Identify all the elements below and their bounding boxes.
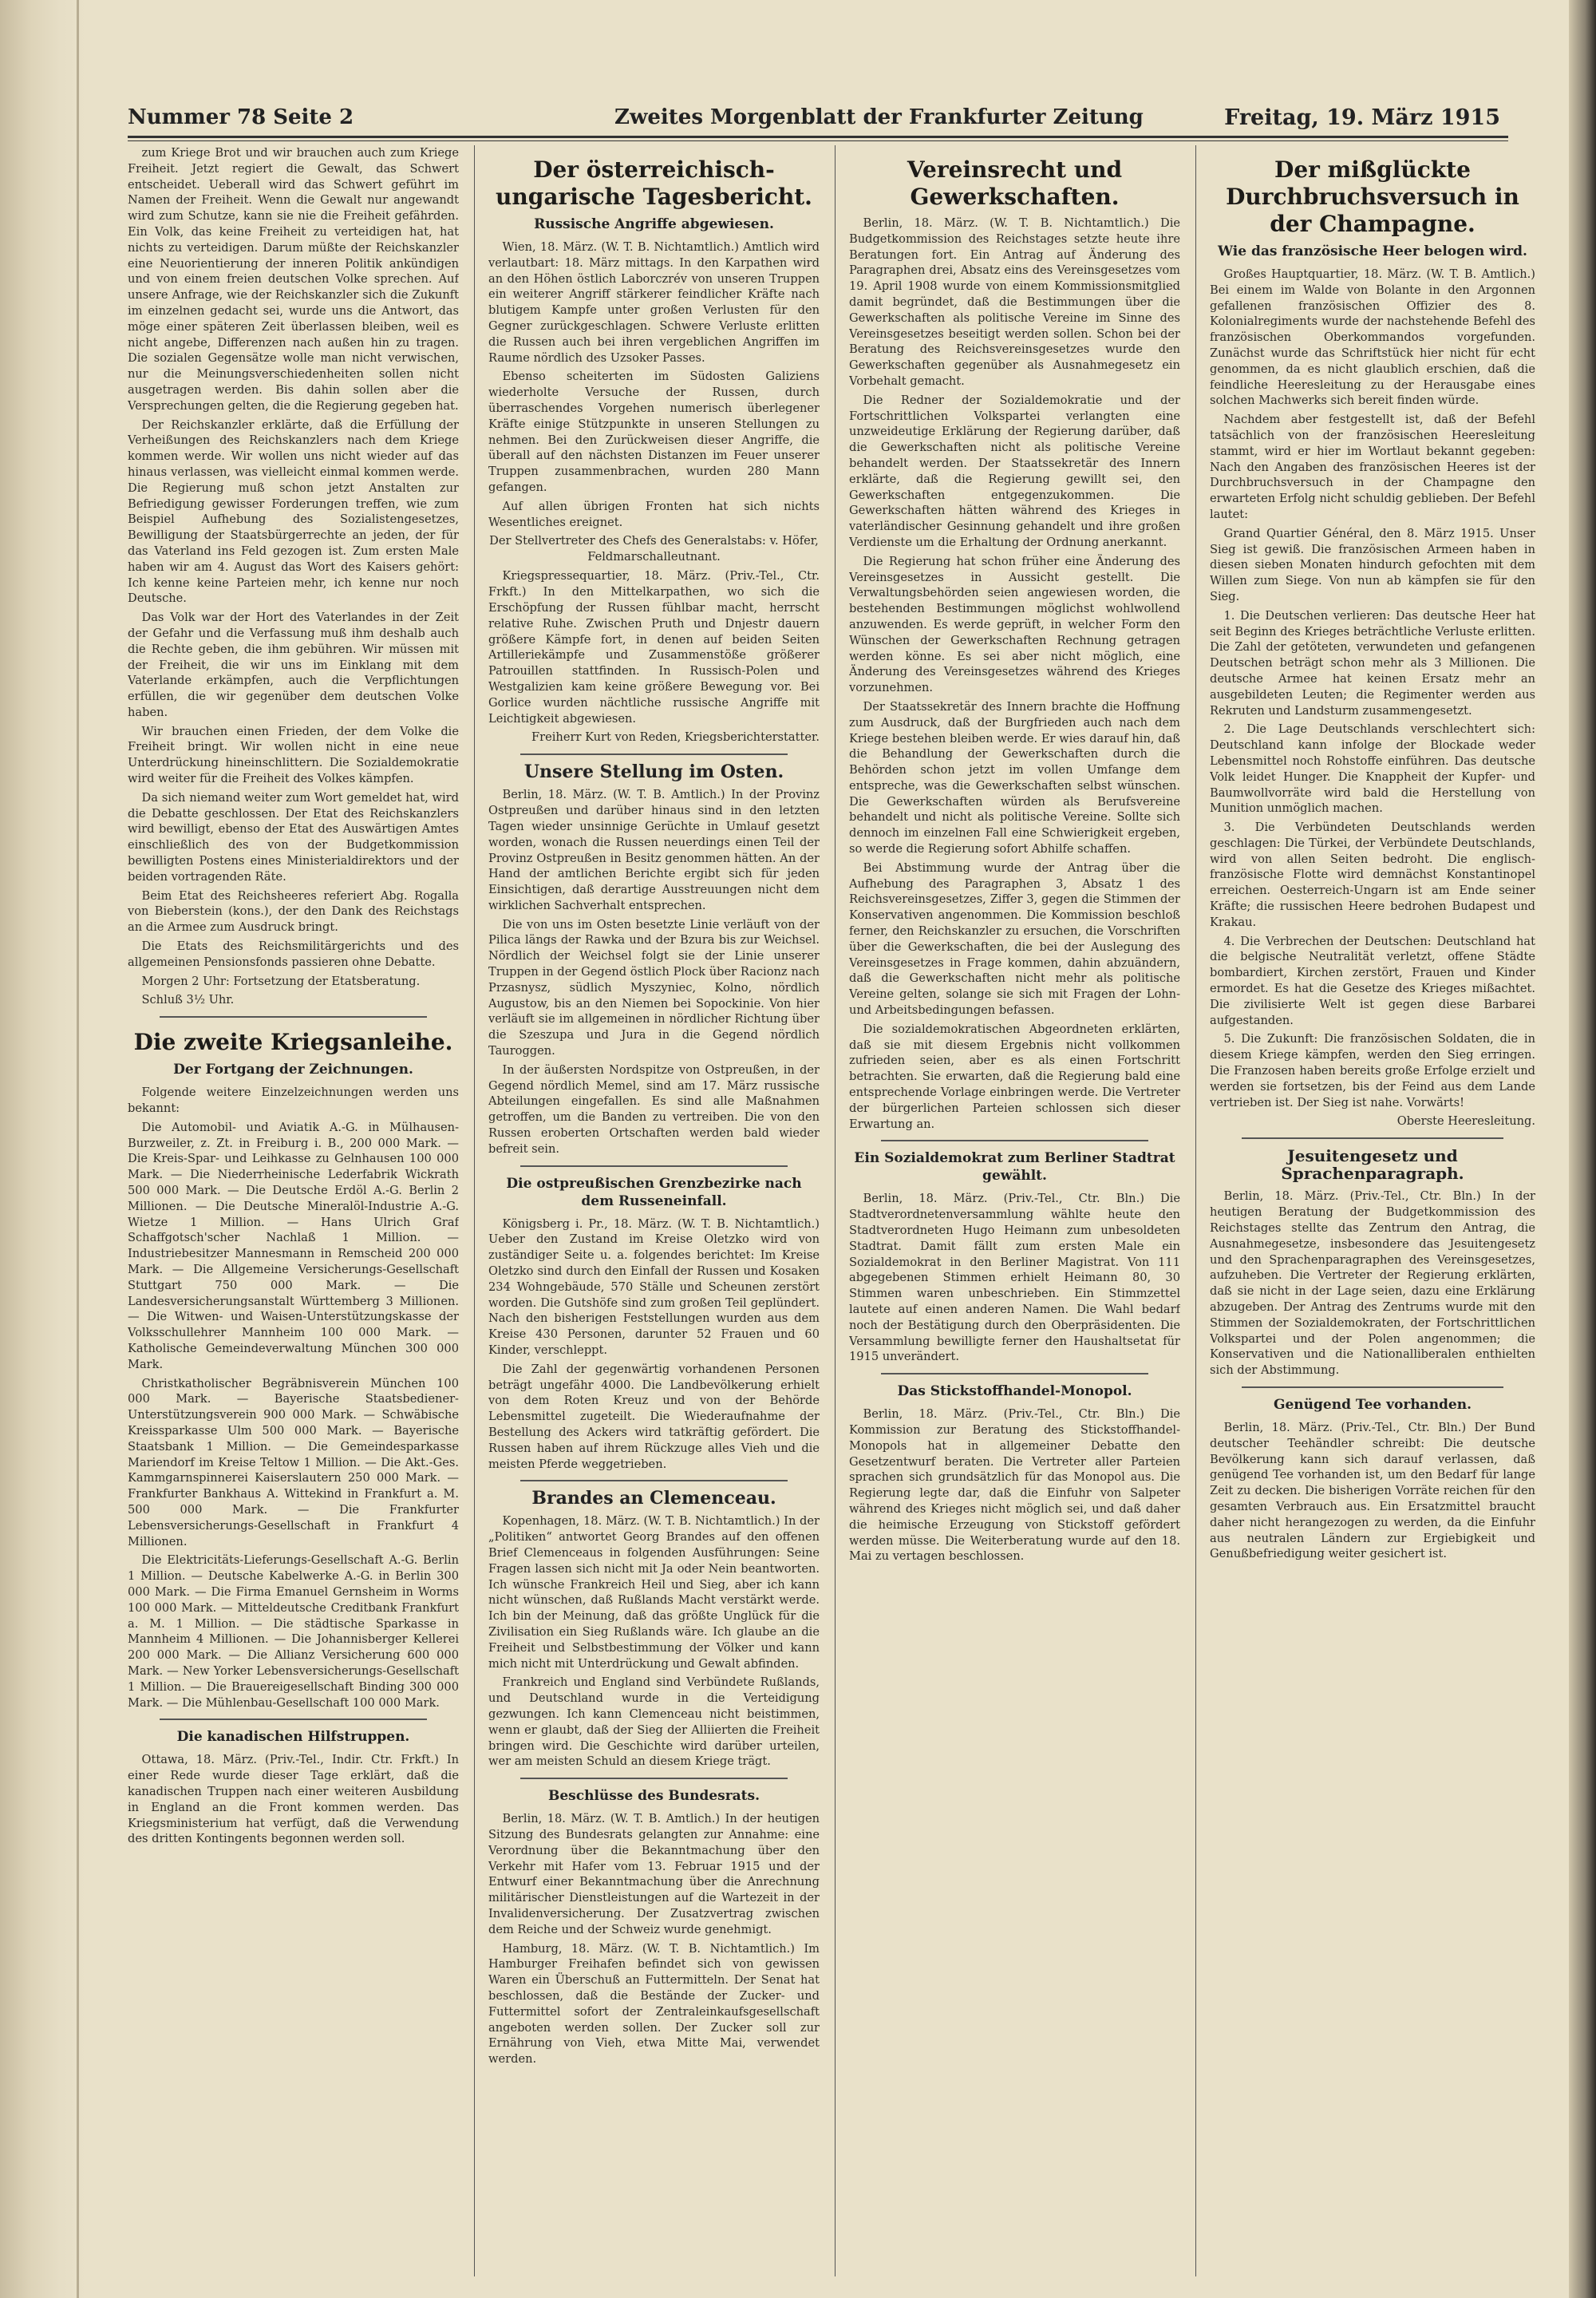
- article-separator: [520, 1480, 788, 1481]
- signature: Oberste Heeresleitung.: [1396, 1114, 1535, 1129]
- article-paragraph: 2. Die Lage Deutschlands verschlechtert sich: Deutschland kann infolge der Blockade weder Lebensmittel noch Rohstoffe einführen. Das deutsche Volk leidet Hunger. Die Knappheit der Kupfer- und Baumwollvorräte wird bald die Herstellung von Munition unmöglich machen.: [1210, 722, 1535, 816]
- header-rule: [128, 136, 1508, 138]
- article-separator: [520, 753, 788, 755]
- article-paragraph: Wir brauchen einen Frieden, der dem Volke die Freiheit bringt. Wir wollen nicht in eine neue Unterdrückung hineinschlittern. Die Sozialdemokratie wird weiter für die Freiheit des Volkes kämpfen.: [128, 724, 459, 786]
- column-1: [128, 145, 459, 2284]
- header-rule-thin: [128, 140, 1508, 141]
- article-separator: [520, 1165, 788, 1167]
- column-divider: [835, 145, 836, 2276]
- article-paragraph: Da sich niemand weiter zum Wort gemeldet hat, wird die Debatte geschlossen. Der Etat des Reichskanzlers wird bewilligt, ebenso der Etat des Auswärtigen Amtes einschließlich des von der Budgetkommission bewilligten Postens eines Ministerialdirektors und der beiden vortragenden Räte.: [128, 790, 459, 884]
- article-paragraph: Auf allen übrigen Fronten hat sich nichts Wesentliches ereignet.: [488, 499, 820, 529]
- column-2: [488, 145, 820, 2284]
- column-4: [1210, 145, 1535, 2284]
- article-separator: [881, 1140, 1148, 1141]
- article-paragraph: Die sozialdemokratischen Abgeordneten erklärten, daß sie mit diesem Ergebnis nicht vollkommen zufrieden seien, aber es als einen Fortschritt betrachten. Sie erwarten, daß die Regierung bald eine entsprechende Vorlage einbringen werde. Die Vertreter der bürgerlichen Parteien schlossen sich dieser Erwartung an.: [849, 1022, 1180, 1131]
- headline-stadtrat: Ein Sozialdemokrat zum Berliner Stadtrat gewählt.: [854, 1150, 1175, 1185]
- headline-brandes-clemenceau: Brandes an Clemenceau.: [531, 1488, 776, 1509]
- article-separator: [160, 1016, 427, 1018]
- article-paragraph: In der äußersten Nordspitze von Ostpreußen, in der Gegend nördlich Memel, sind am 17. März russische Abteilungen eingefallen. Es sind alle Maßnahmen getroffen, um die Banden zu vertreiben. Die von den Russen eroberten Ortschaften werden bald wieder befreit sein.: [488, 1062, 820, 1156]
- article-paragraph: Schluß 3½ Uhr.: [141, 993, 235, 1007]
- article-separator: [1242, 1137, 1503, 1139]
- headline-stickstoff: Das Stickstoffhandel-Monopol.: [897, 1383, 1132, 1400]
- headline-kriegsanleihe: Die zweite Kriegsanleihe.: [133, 1029, 453, 1056]
- article-paragraph: Der Staatssekretär des Innern brachte die Hoffnung zum Ausdruck, daß der Burgfrieden auch nach dem Kriege bestehen bleiben werde. Er wies darauf hin, daß die Behandlung der Gewerkschaften durch die Behörden schon jetzt im vollen Umfange dem entspreche, was die Gewerkschaften selbst wünschen. Die Gewerkschaften würden als Berufsvereine behandelt und nicht als politische Vereine. Sollte sich dennoch im einzelnen Fall eine Schwierigkeit ergeben, so werde die Regierung sofort Abhilfe schaffen.: [849, 699, 1180, 856]
- headline-grenzbezirke: Die ostpreußischen Grenzbezirke nach dem Russeneinfall.: [506, 1175, 802, 1209]
- article-paragraph: Berlin, 18. März. (W. T. B. Amtlich.) In der Provinz Ostpreußen und darüber hinaus sind in den letzten Tagen wieder unsinnige Gerüchte in Umlauf gesetzt worden, wonach die Russen neuerdings einen Teil der Provinz Ostpreußen in Besitz genommen hätten. An der Hand der amtlichen Berichte ergibt sich für jeden Einsichtigen, daß derartige Ausstreuungen nicht dem wirklichen Sachverhalt entsprechen.: [488, 788, 820, 912]
- article-paragraph: Ottawa, 18. März. (Priv.-Tel., Indir. Ctr. Frkft.) In einer Rede wurde dieser Tage erklärt, daß die kanadischen Truppen nach einer weiteren Ausbildung in England an die Front kommen werden. Das Kriegsministerium hat verfügt, daß die Verwendung des dritten Kontingents begonnen werden soll.: [128, 1753, 459, 1846]
- headline-jesuitengesetz: Jesuitengesetz und Sprachenparagraph.: [1281, 1146, 1464, 1184]
- page-edge-shadow: [1569, 0, 1596, 2298]
- article-paragraph: Die Automobil- und Aviatik A.-G. in Mülhausen-Burzweiler, z. Zt. in Freiburg i. B., 200 000 Mark. — Die Kreis-Spar- und Leihkasse zu Gelnhausen 100 000 Mark. — Die Niederrheinische Lederfabrik Wickrath 500 000 Mark. — Die Deutsche Erdöl A.-G. Berlin 2 Millionen. — Die Deutsche Mineralöl-Industrie A.-G. Wietze 1 Million. — Hans Ulrich Graf Schaffgotsch'scher Nachlaß 1 Million. — Industriebesitzer Mannesmann in Remscheid 200 000 Mark. — Die Allgemeine Versicherungs-Gesellschaft Stuttgart 750 000 Mark. — Die Landesversicherungsanstalt Württemberg 3 Millionen. — Die Witwen- und Waisen-Unterstützungskasse der Volksschullehrer Mannheim 100 000 Mark. — Katholische Gemeindeverwaltung München 300 000 Mark.: [128, 1120, 459, 1371]
- article-paragraph: Berlin, 18. März. (Priv.-Tel., Ctr. Bln.) Der Bund deutscher Teehändler schreibt: Die deutsche Bevölkerung kann sich darauf verlassen, daß genügend Tee vorhanden ist, um den Bedarf für lange Zeit zu decken. Die bisherigen Vorräte reichen für den gesamten Verbrauch aus. Ein Ersatzmittel braucht daher nicht herangezogen zu werden, da die Einfuhr aus neutralen Ländern zur Ergiebigkeit und Genußbefriedigung weiter gesichert ist.: [1210, 1421, 1535, 1561]
- article-paragraph: Königsberg i. Pr., 18. März. (W. T. B. Nichtamtlich.) Ueber den Zustand im Kreise Oletzko wird von zuständiger Seite u. a. folgendes berichtet: Im Kreise Oletzko sind durch den Einfall der Russen und Kosaken 234 Wohngebäude, 570 Ställe und Scheunen zerstört worden. Die Gutshöfe sind zum großen Teil geplündert. Nach den bisherigen Feststellungen wurden aus dem Kreise 430 Personen, darunter 52 Frauen und 60 Kinder, verschleppt.: [488, 1216, 820, 1358]
- article-paragraph: 5. Die Zukunft: Die französischen Soldaten, die in diesem Kriege kämpfen, werden den Sieg erringen. Die Franzosen haben bereits große Erfolge erzielt und werden sie fortsetzen, bis der Feind aus dem Lande vertrieben ist. Der Sieg ist nahe. Vorwärts!: [1210, 1032, 1535, 1109]
- article-separator: [881, 1373, 1148, 1374]
- article-paragraph: Großes Hauptquartier, 18. März. (W. T. B. Amtlich.) Bei einem im Walde von Bolante in den Argonnen gefallenen französischen Offizier des 8. Kolonialregiments wurde der nachstehende Befehl des französischen Oberkommandos vorgefunden. Zunächst wurde das Schriftstück hier nicht für echt genommen, da es nicht glaublich erschien, daß die feindliche Heeresleitung zu der Herausgabe eines solchen Machwerks sich bereit finden würde.: [1210, 267, 1535, 408]
- headline-stellung-osten: Unsere Stellung im Osten.: [523, 761, 784, 783]
- article-paragraph: Frankreich und England sind Verbündete Rußlands, und Deutschland wurde in die Verteidigung gezwungen. Ich kann Clemenceau nicht beistimmen, wenn er glaubt, daß der Sieg der Alliierten die Freiheit bringen wird. Die Geschichte wird darüber urteilen, wer am meisten Schuld an diesem Kriege trägt.: [488, 1675, 820, 1769]
- article-paragraph: Berlin, 18. März. (W. T. B. Nichtamtlich.) Die Budgetkommission des Reichstages setzte heute ihre Beratungen fort. Ein Antrag auf Änderung des Paragraphen drei, Absatz eins des Vereinsgesetzes vom 19. April 1908 wurde von einem Kommissionsmitglied damit begründet, daß die Bestimmungen über die Gewerkschaften als politische Vereine im Sinne des Vereinsgesetzes beseitigt werden sollen. Schon bei der Beratung des Reichsvereinsgesetzes wurde den Gewerkschaften gegenüber als Ausnahmegesetz ein Vorbehalt gemacht.: [849, 216, 1180, 388]
- article-paragraph: Berlin, 18. März. (Priv.-Tel., Ctr. Bln.) In der heutigen Beratung der Budgetkommission des Reichstages stellte das Zentrum den Antrag, die Ausnahmegesetze, insbesondere das Jesuitengesetz und den Sprachenparagraphen des Vereinsgesetzes, aufzuheben. Die Vertreter der Regierung erklärten, daß sie nicht in der Lage seien, dazu eine Erklärung abzugeben. Der Antrag des Zentrums wurde mit den Stimmen der Sozialdemokraten, der Fortschrittlichen Volkspartei und der Polen angenommen; die Konservativen und die Nationalliberalen enthielten sich der Abstimmung.: [1210, 1189, 1535, 1378]
- headline-tee: Genügend Tee vorhanden.: [1273, 1397, 1472, 1413]
- article-paragraph: Bei Abstimmung wurde der Antrag über die Aufhebung des Paragraphen 3, Absatz 1 des Reichsvereinsgesetzes, Ziffer 3, gegen die Stimmen der Konservativen angenommen. Die Kommission beschloß ferner, den Reichskanzler zu ersuchen, die Vorschriften über die Gewerkschaften, die bei der Auslegung des Vereinsgesetzes in Frage kommen, dahin abzuändern, daß die Gewerkschaften nicht mehr als politische Vereine gelten, solange sie sich mit Fragen der Lohn- und Arbeitsbedingungen befassen.: [849, 860, 1180, 1018]
- article-paragraph: Hamburg, 18. März. (W. T. B. Nichtamtlich.) Im Hamburger Freihafen befindet sich von gewissen Waren ein Überschuß an Futtermitteln. Der Senat hat beschlossen, daß die Bestände der Zucker- und Futtermittel sofort der Zentraleinkaufsgesellschaft angeboten werden sollen. Der Zucker soll zur Ernährung von Vieh, etwa Mitte Mai, verwendet werden.: [488, 1941, 820, 2067]
- headline-champagne: Der mißglückte Durchbruchsversuch in der Champagne.: [1226, 156, 1519, 237]
- article-separator: [1242, 1386, 1503, 1388]
- article-paragraph: Grand Quartier Général, den 8. März 1915. Unser Sieg ist gewiß. Die französischen Armeen haben in diesen sieben Monaten hindurch gefochten mit dem Willen zum Siege. Von nun ab kämpfen sie für den Sieg.: [1210, 526, 1535, 603]
- subheadline: Wie das französische Heer belogen wird.: [1218, 243, 1527, 259]
- article-paragraph: 1. Die Deutschen verlieren: Das deutsche Heer hat seit Beginn des Krieges beträchtliche Verluste erlitten. Die Zahl der getöteten, verwundeten und gefangenen Deutschen beträgt schon mehr als 3 Millionen. Die deutsche Armee hat keinen Ersatz mehr an ausgebildeten Leuten; die Regimenter werden aus Rekruten und Landsturm zusammengesetzt.: [1210, 608, 1535, 718]
- article-paragraph: Die von uns im Osten besetzte Linie verläuft von der Pilica längs der Rawka und der Bzura bis zur Weichsel. Nördlich der Weichsel folgt sie der Linie unserer Truppen in der Gegend östlich Plock über Racionz nach Przasnysz, südlich Myszyniec, Kolno, nördlich Augustow, bis an den Niemen bei Sopockinie. Von hier verläuft sie im allgemeinen in nördlicher Richtung über die Szeszupa und Jura in die Gegend nördlich Tauroggen.: [488, 917, 820, 1058]
- article-paragraph: zum Kriege Brot und wir brauchen auch zum Kriege Freiheit. Jetzt regiert die Gewalt, das Schwert entscheidet. Ueberall wird das Schwert geführt im Namen der Freiheit. Wenn die Gewalt nur angewandt wird zum Schutze, kann sie nie die Freiheit gefährden. Ein Volk, das keine Freiheit zu verteidigen hat, hat nichts zu verteidigen. Darum müßte der Reichskanzler eine Neuorientierung der inneren Politik ankündigen und von einem freien deutschen Volke sprechen. Auf unsere Anfrage, wie der Reichskanzler sich die Zukunft im einzelnen gedacht sei, wurde uns die Antwort, das möge einer späteren Zeit überlassen bleiben, weil es nicht angebe, Differenzen nach außen hin zu tragen. Die sozialen Gegensätze wolle man nicht verwischen, nur die Meinungsverschiedenheiten sollen nicht ausgetragen werden. Bis dahin sollen aber die Versprechungen gelten, die die Regierung gegeben hat.: [128, 146, 459, 413]
- article-paragraph: Der Reichskanzler erklärte, daß die Erfüllung der Verheißungen des Reichskanzlers nach dem Kriege kommen werde. Wir wollen uns nicht wieder auf das hinaus verlassen, was vielleicht einmal kommen werde. Die Regierung muß schon jetzt Anstalten zur Befriedigung gewisser Forderungen treffen, wie zum Beispiel Aufhebung des Sozialistengesetzes, Bewilligung der Staatsbürgerrechte an jeden, der für das Vaterland ins Feld gezogen ist. Zum ersten Male haben wir am 4. August das Wort des Kaisers gehört: Ich kenne keine Parteien mehr, ich kenne nur noch Deutsche.: [128, 417, 459, 606]
- article-paragraph: Die Redner der Sozialdemokratie und der Fortschrittlichen Volkspartei verlangten eine unzweideutige Erklärung der Regierung darüber, daß die Gewerkschaften nicht als politische Vereine behandelt werden. Der Staatssekretär des Innern erklärte, daß die Regierung gewillt sei, den Gewerkschaften entgegenzukommen. Die Gewerkschaften hätten während des Krieges in vaterländischer Gesinnung gehandelt und ihre großen Verdienste um die Erhaltung der Ordnung anerkannt.: [849, 393, 1180, 549]
- newspaper-title-header: Zweites Morgenblatt der Frankfurter Zeitung: [614, 105, 1144, 129]
- column-divider: [1195, 145, 1196, 2276]
- article-paragraph: Die Elektricitäts-Lieferungs-Gesellschaft A.-G. Berlin 1 Million. — Deutsche Kabelwerke A.-G. in Berlin 300 000 Mark. — Die Firma Emanuel Gernsheim in Worms 100 000 Mark. — Mitteldeutsche Creditbank Frankfurt a. M. 1 Million. — Die städtische Sparkasse in Mannheim 4 Millionen. — Die Johannisberger Kellerei 200 000 Mark. — Die Allianz Versicherung 600 000 Mark. — New Yorker Lebensversicherungs-Gesellschaft 1 Million. — Die Brauereigesellschaft Binding 300 000 Mark. — Die Mühlenbau-Gesellschaft 100 000 Mark.: [128, 1553, 459, 1710]
- article-paragraph: Ebenso scheiterten im Südosten Galiziens wiederholte Versuche der Russen, durch überraschendes Vorgehen numerisch überlegener Kräfte einige Stützpunkte in unseren Stellungen zu nehmen. Bei den Zurückweisen dieser Angriffe, die überall auf den nächsten Distanzen im Feuer unserer Truppen zusammenbrachen, wurden 280 Mann gefangen.: [488, 370, 820, 494]
- date-header: Freitag, 19. März 1915: [1224, 105, 1500, 130]
- article-paragraph: Beim Etat des Reichsheeres referiert Abg. Rogalla von Bieberstein (kons.), der den Dank des Reichstags an die Armee zum Ausdruck bringt.: [128, 888, 459, 935]
- article-paragraph: 3. Die Verbündeten Deutschlands werden geschlagen: Die Türkei, der Verbündete Deutschlands, wird von allen Seiten bedroht. Die englisch-französische Flotte wird demnächst Konstantinopel erreichen. Oesterreich-Ungarn ist am Ende seiner Kräfte; die russischen Heere bedrohen Budapest und Krakau.: [1210, 821, 1535, 929]
- article-paragraph: Die Regierung hat schon früher eine Änderung des Vereinsgesetzes in Aussicht gestellt. Die Verwaltungsbehörden seien angewiesen worden, die bestehenden Bestimmungen möglichst wohlwollend anzuwenden. Es werde geprüft, in welcher Form den Wünschen der Gewerkschaften Rechnung getragen werden könne. Es sei aber nicht möglich, eine Änderung des Vereinsgesetzes während des Krieges vorzunehmen.: [849, 554, 1180, 695]
- article-paragraph: Berlin, 18. März. (Priv.-Tel., Ctr. Bln.) Die Kommission zur Beratung des Stickstoffhandel-Monopols hat in allgemeiner Debatte den Gesetzentwurf beraten. Die Vertreter aller Parteien sprachen sich grundsätzlich für das Monopol aus. Die Regierung legte dar, daß die Einfuhr von Salpeter während des Krieges nicht möglich sei, und daß daher die heimische Erzeugung von Stickstoff gefördert werden müsse. Die Weiterberatung wurde auf den 18. Mai zu vertagen beschlossen.: [849, 1407, 1180, 1564]
- headline-vereinsrecht: Vereinsrecht und Gewerkschaften.: [907, 156, 1123, 210]
- article-paragraph: Folgende weitere Einzelzeichnungen werden uns bekannt:: [128, 1086, 459, 1116]
- article-paragraph: Wien, 18. März. (W. T. B. Nichtamtlich.) Amtlich wird verlautbart: 18. März mittags. In den Karpathen wird an den Höhen östlich Laborczrév von unseren Truppen ein weiterer Angriff stärkerer feindlicher Kräfte nach blutigem Kampfe unter großen Verlusten für den Gegner zurückgeschlagen. Schwere Verluste erlitten die Russen auch bei ihren vergeblichen Angriffen im Raume nördlich des Uzsoker Passes.: [488, 240, 820, 365]
- headline-bundesrat: Beschlüsse des Bundesrats.: [547, 1788, 760, 1805]
- headline-tagesbericht: Der österreichisch-ungarische Tagesbericht.: [496, 156, 812, 210]
- article-paragraph: 4. Die Verbrechen der Deutschen: Deutschland hat die belgische Neutralität verletzt, offene Städte bombardiert, Kirchen zerstört, Frauen und Kinder ermordet. Es hat die Gesetze des Krieges mißachtet. Die zivilisierte Welt ist gegen diese Barbarei aufgestanden.: [1210, 934, 1535, 1027]
- article-paragraph: Nachdem aber festgestellt ist, daß der Befehl tatsächlich von der französischen Heeresleitung stammt, wird er hier im Wortlaut bekannt gegeben: Nach den Angaben des französischen Heeres ist der Durchbruchsversuch in der Champagne den erwarteten Erfolg nicht schuldig geblieben. Der Befehl lautet:: [1210, 413, 1535, 521]
- headline-kanadische-hilfstruppen: Die kanadischen Hilfstruppen.: [176, 1729, 410, 1746]
- column-3: [849, 145, 1180, 2284]
- article-paragraph: Die Zahl der gegenwärtig vorhandenen Personen beträgt ungefähr 4000. Die Landbevölkerung erhielt von dem Roten Kreuz und von der Behörde Lebensmittel zugeteilt. Die Wiederaufnahme der Bestellung des Ackers wird tatkräftig gefördert. Die Russen haben auf ihrem Rückzuge alles Vieh und die meisten Pferde weggetrieben.: [488, 1362, 820, 1471]
- article-paragraph: Morgen 2 Uhr: Fortsetzung der Etatsberatung.: [141, 974, 421, 988]
- article-paragraph: Das Volk war der Hort des Vaterlandes in der Zeit der Gefahr und die Verfassung muß ihm deshalb auch die Rechte geben, die ihm gebühren. Wir müssen mit der Freiheit, die wir uns im Einklang mit dem Vaterlande erkämpfen, auch die Verpflichtungen erfüllen, die wir gegenüber dem deutschen Volke haben.: [128, 611, 459, 719]
- article-separator: [160, 1719, 427, 1720]
- article-paragraph: Christkatholischer Begräbnisverein München 100 000 Mark. — Bayerische Staatsbediener-Unterstützungsverein 900 000 Mark. — Schwäbische Kreissparkasse Ulm 500 000 Mark. — Bayerische Staatsbank 1 Million. — Die Gemeindesparkasse Mariendorf im Kreise Teltow 1 Million. — Die Akt.-Ges. Kammgarnspinnerei Kaiserslautern 250 000 Mark. — Frankfurter Bankhaus A. Wittekind in Frankfurt a. M. 500 000 Mark. — Die Frankfurter Lebensversicherungs-Gesellschaft in Frankfurt 4 Millionen.: [128, 1376, 459, 1548]
- signature: Der Stellvertreter des Chefs des Generalstabs: v. Höfer, Feldmarschalleutnant.: [489, 534, 819, 564]
- article-separator: [520, 1778, 788, 1779]
- article-paragraph: Berlin, 18. März. (Priv.-Tel., Ctr. Bln.) Die Stadtverordnetenversammlung wählte heute den Stadtverordneten Hugo Heimann zum unbesoldeten Stadtrat. Damit fällt zum ersten Male ein Sozialdemokrat in den Berliner Magistrat. Von 111 abgegebenen Stimmen erhielt Heimann 80, 30 Stimmen waren unbeschrieben. Ein Stimmzettel lautete auf einen anderen Namen. Die Wahl bedarf noch der Bestätigung durch den Oberpräsidenten. Die Versammlung bewilligte ferner den Haushaltsetat für 1915 unverändert.: [849, 1192, 1180, 1364]
- column-divider: [474, 145, 475, 2276]
- subheadline: Russische Angriffe abgewiesen.: [534, 216, 774, 232]
- book-binding-gutter: [0, 0, 86, 2298]
- article-paragraph: Berlin, 18. März. (W. T. B. Amtlich.) In der heutigen Sitzung des Bundesrats gelangten zur Annahme: eine Verordnung über die Bekanntmachung über den Verkehr mit Hafer vom 13. Februar 1915 und der Entwurf einer Bekanntmachung über die Anrechnung militärischer Dienstleistungen auf die Wartezeit in der Invalidenversicherung. Der Zusatzvertrag zwischen dem Reiche und der Schweiz wurde genehmigt.: [488, 1812, 820, 1936]
- subheadline: Der Fortgang der Zeichnungen.: [173, 1062, 413, 1078]
- page-number-header: Nummer 78 Seite 2: [128, 105, 354, 129]
- article-paragraph: Die Etats des Reichsmilitärgerichts und des allgemeinen Pensionsfonds passieren ohne Debatte.: [128, 939, 459, 969]
- article-paragraph: Kriegspressequartier, 18. März. (Priv.-Tel., Ctr. Frkft.) In den Mittelkarpathen, wo sich die Erschöpfung der Russen fühlbar macht, herrscht relative Ruhe. Zwischen Pruth und Dnjestr dauern größere Kämpfe fort, in denen auf beiden Seiten Artilleriekämpfe und Zusammenstöße größerer Patrouillen stattfinden. In Russisch-Polen und Westgalizien kam keine größere Bewegung vor. Bei Gorlice wurden nächtliche russische Angriffe mit Leichtigkeit abgewiesen.: [488, 569, 820, 726]
- article-paragraph: Kopenhagen, 18. März. (W. T. B. Nichtamtlich.) In der „Politiken“ antwortet Georg Brandes auf den offenen Brief Clemenceaus in folgenden Ausführungen: Seine Fragen lassen sich nicht mit Ja oder Nein beantworten. Ich wünsche Frankreich Heil und Sieg, aber ich kann nicht wünschen, daß Rußlands Macht verstärkt werde. Ich bin der Meinung, daß das größte Unglück für die Zivilisation ein Sieg Rußlands wäre. Ich glaube an die Freiheit und Selbstbestimmung der Völker und kann mich nicht mit Unterdrückung und Gewalt abfinden.: [488, 1514, 820, 1671]
- signature: Freiherr Kurt von Reden, Kriegsberichterstatter.: [531, 730, 820, 745]
